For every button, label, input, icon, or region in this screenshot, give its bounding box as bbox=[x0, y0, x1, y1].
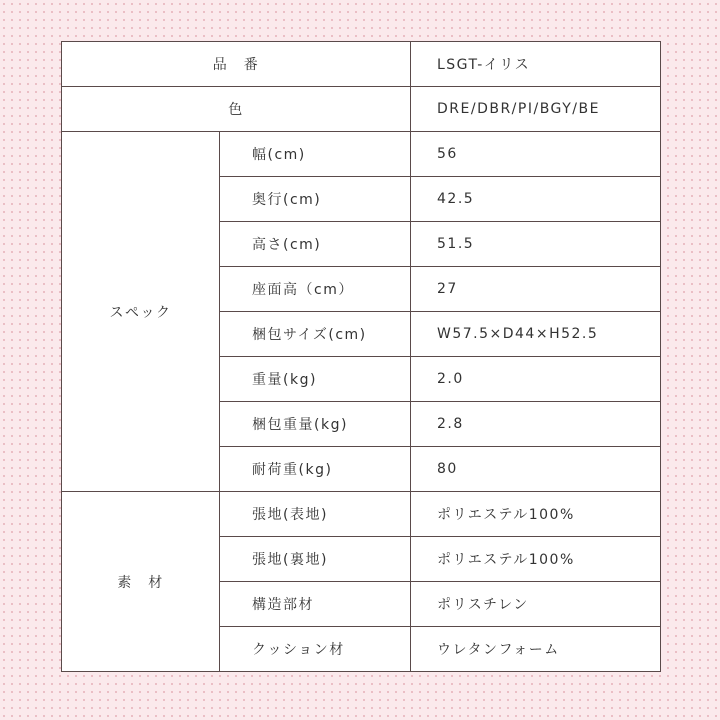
material-name: クッション材 bbox=[220, 627, 411, 672]
material-value: ウレタンフォーム bbox=[411, 627, 661, 672]
table-row bbox=[62, 132, 661, 177]
spec-name: 耐荷重(kg) bbox=[220, 447, 411, 492]
product-number-value: LSGT-イリス bbox=[411, 42, 661, 87]
color-label: 色 bbox=[62, 87, 411, 132]
table-row-product-number bbox=[62, 42, 661, 87]
spec-group-label: スペック bbox=[62, 132, 220, 492]
spec-name: 梱包サイズ(cm) bbox=[220, 312, 411, 357]
spec-value: 2.0 bbox=[411, 357, 661, 402]
spec-value: 51.5 bbox=[411, 222, 661, 267]
spec-name: 高さ(cm) bbox=[220, 222, 411, 267]
table-row bbox=[62, 492, 661, 537]
spec-value: 27 bbox=[411, 267, 661, 312]
spec-value: 2.8 bbox=[411, 402, 661, 447]
spec-name: 梱包重量(kg) bbox=[220, 402, 411, 447]
spec-value: 56 bbox=[411, 132, 661, 177]
material-value: ポリエステル100% bbox=[411, 537, 661, 582]
material-group-label: 素 材 bbox=[62, 492, 220, 672]
spec-value: 42.5 bbox=[411, 177, 661, 222]
product-number-label: 品 番 bbox=[62, 42, 411, 87]
spec-name: 座面高（cm） bbox=[220, 267, 411, 312]
spec-name: 重量(kg) bbox=[220, 357, 411, 402]
spec-name: 奥行(cm) bbox=[220, 177, 411, 222]
material-value: ポリエステル100% bbox=[411, 492, 661, 537]
spec-name: 幅(cm) bbox=[220, 132, 411, 177]
spec-value: 80 bbox=[411, 447, 661, 492]
table-row-color bbox=[62, 87, 661, 132]
spec-table bbox=[61, 41, 661, 672]
material-name: 張地(裏地) bbox=[220, 537, 411, 582]
color-value: DRE/DBR/PI/BGY/BE bbox=[411, 87, 661, 132]
material-value: ポリスチレン bbox=[411, 582, 661, 627]
material-name: 張地(表地) bbox=[220, 492, 411, 537]
spec-value: W57.5×D44×H52.5 bbox=[411, 312, 661, 357]
material-name: 構造部材 bbox=[220, 582, 411, 627]
